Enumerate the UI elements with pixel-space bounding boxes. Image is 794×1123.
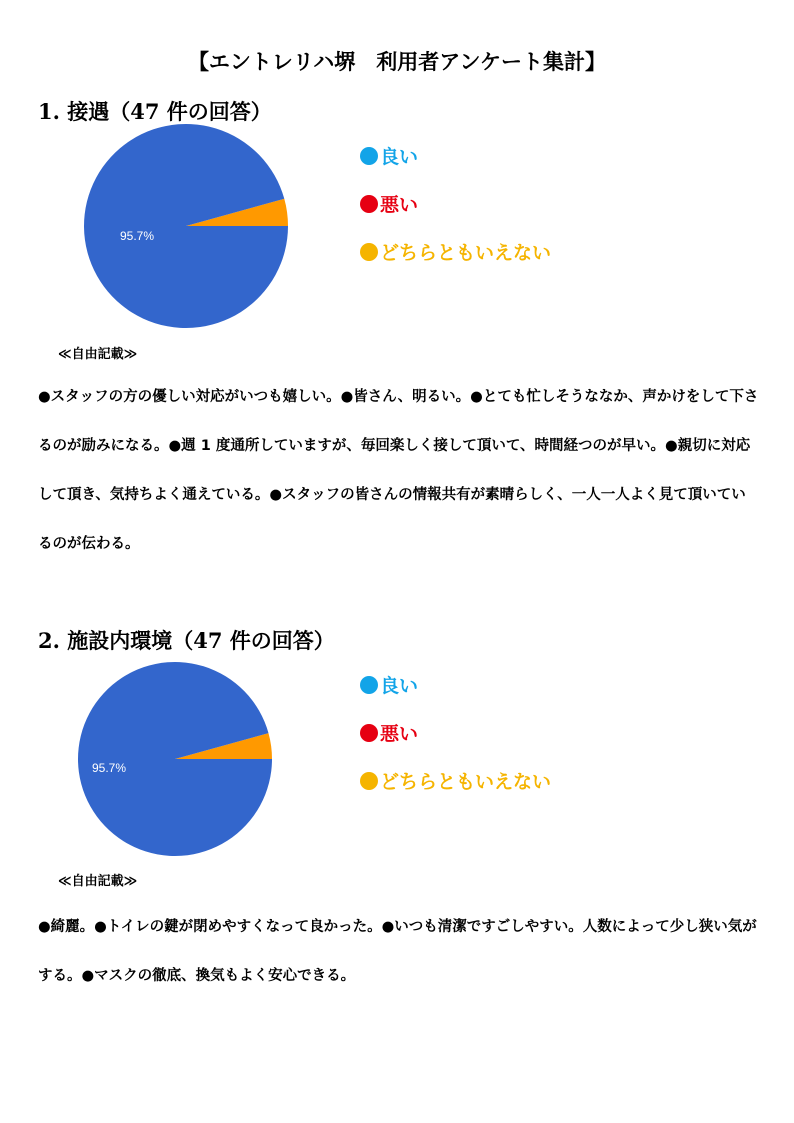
legend-dot-neutral-icon — [360, 772, 378, 790]
legend-item-neutral — [360, 241, 551, 289]
legend-reception — [360, 145, 551, 289]
pie-chart-reception — [82, 124, 292, 334]
section-1-comments: ●スタッフの方の優しい対応がいつも嬉しい。●皆さん、明るい。●とても忙しそうななか、声かけをして下さるのが励みになる。●週 1 度通所していますが、毎回楽しく接して頂いて、時間経つのが早い。●親切に対応して頂き、気持ちよく通えている。●スタッフの皆さんの情報共有が素晴らしく、一人一人よく見て頂いているのが伝わる。 — [38, 389, 759, 552]
legend-item-bad — [360, 193, 551, 241]
free-comment-label: ≪自由記載≫ — [58, 874, 138, 889]
legend-dot-neutral-icon — [360, 243, 378, 261]
legend-label-bad: 悪い — [380, 194, 419, 216]
section-2-heading: 2. 施設内環境（47 件の回答） — [38, 628, 335, 653]
legend-item-bad — [360, 722, 551, 770]
legend-dot-good-icon — [360, 676, 378, 694]
legend-label-good: 良い — [380, 146, 419, 168]
pie-chart-environment — [76, 660, 276, 860]
pie-slice-good — [84, 124, 288, 328]
legend-item-neutral — [360, 770, 551, 818]
legend-dot-bad-icon — [360, 724, 378, 742]
legend-item-good — [360, 145, 551, 193]
legend-label-neutral: どちらともいえない — [380, 242, 552, 264]
section-1-heading: 1. 接遇（47 件の回答） — [38, 99, 272, 124]
legend-label-bad: 悪い — [380, 723, 419, 745]
pie-data-label: 95.7% — [120, 229, 155, 243]
legend-environment — [360, 674, 551, 818]
legend-dot-bad-icon — [360, 195, 378, 213]
section-2-comments: ●綺麗。●トイレの鍵が閉めやすくなって良かった。●いつも清潔ですごしやすい。人数によって少し狭い気がする。●マスクの徹底、換気もよく安心できる。 — [38, 919, 757, 984]
legend-label-good: 良い — [380, 675, 419, 697]
legend-label-neutral: どちらともいえない — [380, 771, 552, 793]
pie-data-label: 95.7% — [92, 761, 127, 775]
legend-dot-good-icon — [360, 147, 378, 165]
free-comment-label: ≪自由記載≫ — [58, 347, 138, 362]
page-title: 【エントレリハ堺 利用者アンケート集計】 — [187, 49, 607, 74]
legend-item-good — [360, 674, 551, 722]
